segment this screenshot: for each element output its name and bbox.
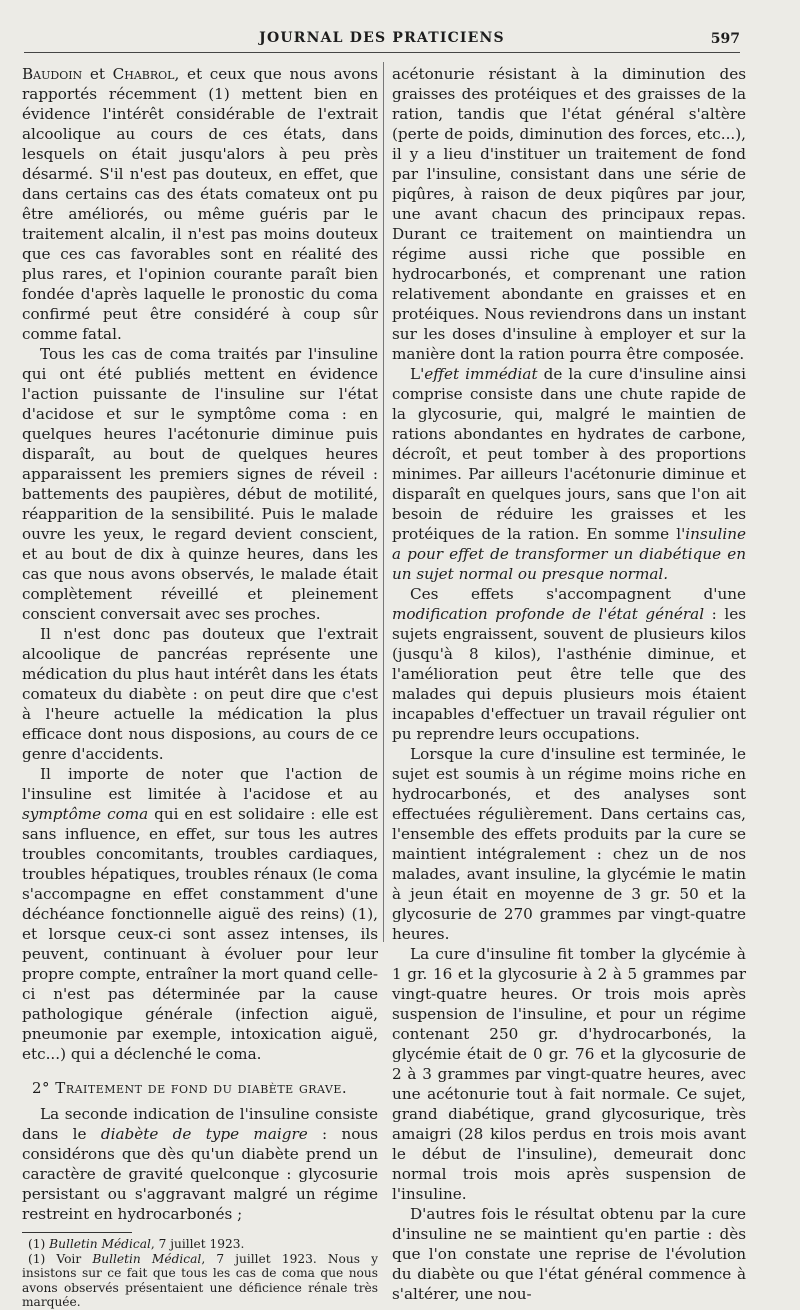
text-run: , et ceux que nous avons rapportés récemment (1) mettent bien en évidence l'intérêt considérable de l'extrait alcoolique au cours de ces états, dans lesquels on était jusqu'alors à peu près désarmé. S'il n'est pas douteux, en effet, que dans certains cas des états comateux ont pu être améliorés, ou même guéris par le traitement alcalin, il n'est pas moins douteux que ces cas favorables sont en réalité des plus rares, et l'opinion courante paraît bien fondée d'après laquelle le pronostic du coma confirmé peut être considéré à coup sûr comme fatal.: [22, 65, 378, 343]
text-run: : nous considérons que dès qu'un diabète prend un caractère de gravité quelconque : glycosurie persistant ou s'aggravant malgré un régime restreint en hydrocarbonés ;: [22, 1125, 378, 1223]
right-column: [392, 64, 746, 1304]
page-header: [24, 30, 740, 50]
emphasis: insuline a pour effet de transformer un diabétique en un sujet normal ou presque normal.: [392, 525, 746, 583]
running-title: JOURNAL DES PRATICIENS: [259, 30, 505, 46]
footnote: [22, 1237, 378, 1252]
header-rule: [24, 52, 740, 53]
paragraph: [22, 1104, 378, 1224]
emphasis: modification profonde de l'état général: [392, 605, 705, 623]
text-run: de la cure d'insuline ainsi comprise consiste dans une chute rapide de la glycosurie, qui, malgré le maintien de rations abondantes en hydrates de carbone, décroît, et peut tomber à des proportions minimes. Par ailleurs l'acétonurie diminue et disparaît en quelques jours, sans que l'on ait besoin de réduire les graisses et les protéiques de la ration. En somme l': [392, 365, 746, 543]
section-heading: 2° Traitement de fond du diabète grave.: [32, 1079, 348, 1097]
paragraph: La cure d'insuline fit tomber la glycémie à 1 gr. 16 et la glycosurie à 2 à 5 grammes par vingt-quatre heures. Or trois mois après suspension de l'insuline, et pour un régime contenant 250 gr. d'hydrocarbonés, la glycémie était de 0 gr. 76 et la glycosurie de 2 à 3 grammes par vingt-quatre heures, avec une acétonurie tout à fait normale. Ce sujet, grand diabétique, grand glycosurique, très amaigri (28 kilos perdus en trois mois avant le début de l'insuline), demeurait donc normal trois mois après suspension de l'insuline.: [392, 945, 746, 1203]
paragraph: [392, 584, 746, 744]
footnote-source: Bulletin Médical: [49, 1237, 151, 1251]
emphasis: diabète de type maigre: [100, 1125, 308, 1143]
paragraph: Tous les cas de coma traités par l'insuline qui ont été publiés mettent en évidence l'action puissante de l'insuline sur l'état d'acidose et sur le symptôme coma : en quelques heures l'acétonurie diminue puis disparaît, au bout de quelques heures apparaissent les premiers signes de réveil : battements des paupières, début de motilité, réapparition de la sensibilité. Puis le malade ouvre les yeux, le regard devient conscient, et au bout de dix à quinze heures, dans les cas que nous avons observés, le malade était complètement réveillé et pleinement conscient conversait avec ses proches.: [22, 345, 378, 623]
paragraph: Lorsque la cure d'insuline est terminée, le sujet est soumis à un régime moins riche en hydrocarbonés, et des analyses sont effectuées régulièrement. Dans certains cas, l'ensemble des effets produits par la cure se maintient intégralement : chez un de nos malades, avant insuline, la glycémie le matin à jeun était en moyenne de 3 gr. 50 et la glycosurie de 270 grammes par vingt-quatre heures.: [392, 745, 746, 943]
paragraph: [22, 764, 378, 1064]
paragraph: [22, 64, 378, 344]
paragraph: D'autres fois le résultat obtenu par la cure d'insuline ne se maintient qu'en partie : dès que l'on constate une reprise de l'évolution du diabète ou que l'état général commence à s'altérer, une nou-: [392, 1205, 746, 1303]
text-run: La seconde indication de l'insuline consiste dans le: [22, 1105, 378, 1143]
paragraph: Il n'est donc pas douteux que l'extrait alcoolique de pancréas représente une médication du plus haut intérêt dans les états comateux du diabète : on peut dire que c'est à l'heure actuelle la médication la plus efficace dont nous disposions, au cours de ce genre d'accidents.: [22, 625, 378, 763]
text-run: Il importe de noter que l'action de l'insuline est limitée à l'acidose et au: [22, 765, 378, 803]
footnote-source: Bulletin Médical: [92, 1251, 202, 1266]
text-run: L': [410, 365, 425, 383]
text-run: : les sujets engraissent, souvent de plusieurs kilos (jusqu'à 8 kilos), l'asthénie diminue, et l'amélioration peut être telle que des malades qui depuis plusieurs mois étaient incapables d'effectuer un travail régulier ont pu reprendre leurs occupations.: [392, 605, 746, 743]
footnote-text: , 7 juillet 1923. Nous y insistons sur ce fait que tous les cas de coma que nous avons observés présentaient une déficience rénale très marquée.: [22, 1251, 379, 1309]
text-run: qui en est solidaire : elle est sans influence, en effet, sur tous les autres troubles concomitants, troubles cardiaques, troubles hépatiques, troubles rénaux (le coma s'accompagne en effet constamment d'une déchéance fonctionnelle aiguë des reins) (1), et lorsque ceux-ci sont assez intenses, ils peuvent, continuant à évoluer pour leur propre compte, entraîner la mort quand celle-ci n'est pas déterminée par la cause pathologique générale (infection aiguë, pneumonie par exemple, intoxication aiguë, etc...) qui a déclenché le coma.: [22, 805, 378, 1063]
footnote: [22, 1252, 378, 1310]
text-run: Ces effets s'accompagnent d'une: [410, 585, 746, 603]
paragraph: acétonurie résistant à la diminution des graisses des protéiques et des graisses de la ration, tandis que l'état général s'altère (perte de poids, diminution des forces, etc...), il y a lieu d'instituer un traitement de fond par l'insuline, consistant dans une série de piqûres, à raison de deux piqûres par jour, une avant chacun des principaux repas. Durant ce traitement on maintiendra un régime aussi riche que possible en hydrocarbonés, et comprenant une ration relativement abondante en graisses et en protéiques. Nous reviendrons dans un instant sur les doses d'insuline à employer et sur la manière dont la ration pourra être composée.: [392, 65, 746, 363]
author-name: Chabrol: [112, 65, 175, 83]
paragraph: [392, 364, 746, 584]
emphasis: symptôme coma: [22, 805, 149, 823]
footnote-number: (1) Voir: [28, 1251, 93, 1266]
column-divider: [383, 62, 384, 942]
left-column: [22, 64, 378, 1310]
author-name: Baudoin: [22, 65, 83, 83]
text-run: et: [82, 65, 113, 83]
footnote-number: (1): [28, 1237, 50, 1251]
footnote-rule: [22, 1232, 132, 1233]
emphasis: effet immédiat: [424, 365, 538, 383]
page-number: 597: [710, 31, 740, 47]
footnote-text: , 7 juillet 1923.: [150, 1237, 245, 1251]
